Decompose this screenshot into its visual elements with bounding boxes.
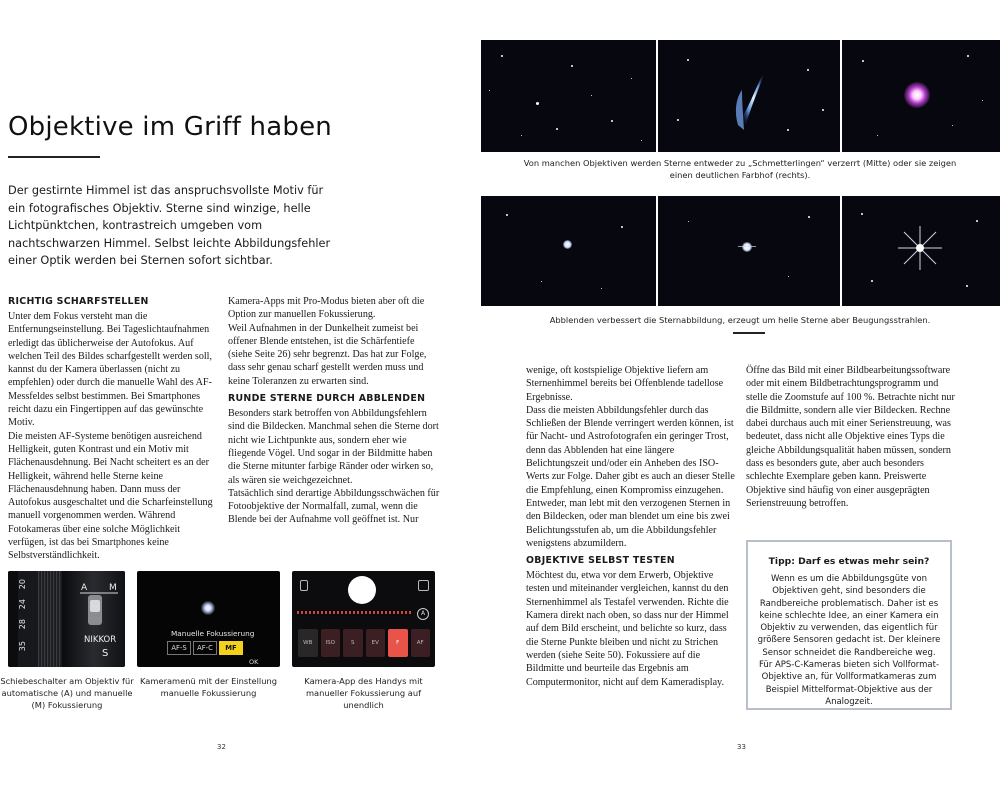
paragraph: Besonders stark betroffen von Abbildungsfehlern sind die Bildecken. Manchmal sehen die Sterne dort nicht wie Lichtpunkte aus, sondern eher wie fliegende Vögel. Und sogar in der Bildmitte haben die Sterne mitunter farbige Ränder oder wirken so, als wären sie weichgezeichnet. xyxy=(228,408,439,486)
title-underline xyxy=(8,156,100,158)
menu-option-afc[interactable]: AF-C xyxy=(193,641,217,655)
paragraph: Weil Aufnahmen in der Dunkelheit zumeist bei offener Blende entstehen, ist die Schärfentiefe (siehe Seite 26) sehr begrenzt. Das hat zur Folge, dass sehr genau scharf gestellt werden muss und keine Toleranzen zu erwarten sind. xyxy=(228,322,427,387)
intro-paragraph: Der gestirnte Himmel ist das anspruchsvollste Motiv für ein fotografisches Objektiv. Sterne sind winzige, helle Lichtpünktchen, kontrastreich umgeben vom nachtschwarzen Himmel. Selbst leichte Abbildungsfehler einer Optik werden bei Sternen sofort sichtbar. xyxy=(8,184,331,267)
caption-star-distortion: Von manchen Objektiven werden Sterne entweder zu „Schmetterlingen“ verzerrt (Mitte) oder sie zeigen einen deutlichen Farbhof (rechts). xyxy=(523,158,957,180)
column-1 xyxy=(8,295,216,563)
star-photo-diffraction-spikes xyxy=(842,196,1000,306)
lens-scale-mark: 35 xyxy=(18,641,27,652)
lens-scale-mark: 24 xyxy=(18,599,27,610)
shutter-button[interactable] xyxy=(348,576,376,604)
star-photo-stopped-down-2 xyxy=(658,196,840,306)
page-number-right: 33 xyxy=(737,743,746,751)
tip-text: Wenn es um die Abbildungsgüte von Objektiven geht, sind besonders die Randbereiche problematisch. Daher ist es keine schlechte Idee, an einer Kamera ein Objektiv zu verwenden, das eigentlich für größere Sensoren gedacht ist. Der kleinere Sensor schneidet die Randbereiche weg. Für APS-C-Kameras bieten sich Vollformat-Objektive an, für Vollformatkameras zum Beispiel Mittelformat-Objektive aus der Analogzeit. xyxy=(757,574,941,707)
paragraph: wenige, oft kostspielige Objektive liefern am Sternenhimmel bereits bei Offenblende tadellose Ergebnisse. xyxy=(526,365,724,403)
paragraph: Möchtest du, etwa vor dem Erwerb, Objektive testen und miteinander vergleichen, kannst du den Sternenhimmel als Testafel verwenden. Richte die Kamera direkt nach oben, so dass nur der Himmel auf dem Bild erscheint, und belichte so kurz, dass die Sterne Punkte bleiben und nicht zu Strichen werden (siehe Seite 50). Fokussiere auf die Bildmitte und beurteile das Ergebnis am Computermonitor, nicht auf dem Kameradisplay. xyxy=(526,570,729,688)
paragraph: Öffne das Bild mit einer Bildbearbeitungssoftware oder mit einem Bildbetrachtungsprogramm und stelle die Zoomstufe auf 100 %. Betrachte nicht nur die Bildmitte, sondern alle vier Bildecken. Rechne dabei durchaus auch mit einer Serienstreuung, was bedeutet, dass nicht alle Objektive eines Typs die gleiche Abbildungsqualität haben müssen, sondern dass es besonders gute, aber auch besonders schlechte Exemplare geben kann. Preiswerte Objektive sind häufig von einer ausgeprägten Serienstreuung betroffen. xyxy=(746,365,955,509)
section-heading-abblenden: RUNDE STERNE DURCH ABBLENDEN xyxy=(228,393,426,405)
star-photo-sharp xyxy=(481,40,656,152)
paragraph: Dass die meisten Abbildungsfehler durch das Schließen der Blende verringert werden können, ist für Nacht- und Astrofotografen ein geringer Trost, denn das Abblenden hat eine längere Belichtungszeit und/oder ein Anheben des ISO-Werts zur Folge. Daher gibt es auch an dieser Stelle die Empfehlung, einen Kompromiss einzugehen. Entweder, man lebt mit den verzogenen Sternen in den Bildecken, oder man blendet um eine bis zwei Belichtungsstufen ab, um die Abbildungsfehler wenigstens abzumildern. xyxy=(526,404,735,549)
ok-label: OK xyxy=(249,658,259,666)
star-photo-stopped-down-1 xyxy=(481,196,656,306)
app-control-row xyxy=(298,629,430,657)
star-photo-color-halo xyxy=(842,40,1000,152)
page-number-left: 32 xyxy=(217,743,226,751)
bright-star xyxy=(563,240,572,249)
bright-star xyxy=(742,242,752,252)
auto-badge[interactable]: A xyxy=(417,608,429,620)
paragraph: Kamera-Apps mit Pro-Modus bieten aber oft die Option zur manuellen Fokussierung. xyxy=(228,296,425,321)
app-control-ev[interactable]: EV xyxy=(366,629,386,657)
color-halo-star xyxy=(904,82,930,108)
app-control-iso[interactable]: ISO xyxy=(321,629,341,657)
app-control-af[interactable]: AF xyxy=(411,629,431,657)
star-glow xyxy=(201,601,215,615)
diffraction-star xyxy=(842,196,1000,306)
section-heading-scharfstellen: RICHTIG SCHARFSTELLEN xyxy=(8,296,149,307)
focus-slider[interactable] xyxy=(297,611,413,614)
lens-brand: NIKKOR xyxy=(84,635,117,645)
lock-icon[interactable] xyxy=(300,580,308,591)
paragraph: Die meisten AF-Systeme benötigen ausreichend Helligkeit, guten Kontrast und ein Motiv mit Flächenausdehnung. Bei Nacht scheitert es an der Helligkeit, während helle Sterne keine Flächenausdehnung haben. Dann muss der Autofokus ausgeschaltet und die Scharfeinstellung manuell vorgenommen werden. Während Fotokameras über eine solche Möglichkeit verfügen, ist das bei Smartphones keine Selbstverständlichkeit. xyxy=(8,430,213,562)
paragraph: Unter dem Fokus versteht man die Entfernungseinstellung. Bei Tageslichtaufnahmen erledigt das üblicherweise der Autofokus. Auf welchen Teil des Bildes scharfgestellt werden soll, kannst du der Kamera überlassen (nicht zu empfehlen) oder durch die manuelle Wahl des AF-Messfeldes selbst bestimmen. Bei Smartphones reicht dazu ein Fingertippen auf das gewünschte Motiv. xyxy=(8,311,213,429)
app-control-focus-active[interactable]: F xyxy=(388,629,408,657)
menu-label: Manuelle Fokussierung xyxy=(171,629,255,638)
tip-title: Tipp: Darf es etwas mehr sein? xyxy=(768,556,930,567)
lens-scale-mark: 28 xyxy=(18,619,27,630)
app-control-wb[interactable]: WB xyxy=(298,629,318,657)
camera-menu-image xyxy=(137,571,280,667)
app-control-shutter[interactable]: S xyxy=(343,629,363,657)
switch-label-m: M xyxy=(109,583,117,593)
column-4 xyxy=(746,364,956,510)
caption-stopping-down: Abblenden verbessert die Sternabbildung, erzeugt um helle Sterne aber Beugungsstrahlen. xyxy=(549,315,931,325)
caption-rule xyxy=(733,332,765,334)
menu-option-mf-selected[interactable]: MF xyxy=(219,641,243,655)
caption-menu: Kameramenü mit der Einstellung manuelle Fokussierung xyxy=(140,676,277,698)
gallery-icon[interactable] xyxy=(418,580,429,591)
butterfly-star xyxy=(658,40,840,152)
star-photo-butterfly xyxy=(658,40,840,152)
caption-lens: Schiebeschalter am Objektiv für automatische (A) und manuelle (M) Fokussierung xyxy=(0,676,134,710)
column-3 xyxy=(526,364,737,689)
section-heading-testen: OBJEKTIVE SELBST TESTEN xyxy=(526,555,675,567)
lens-scale-mark: 20 xyxy=(18,579,27,590)
column-2 xyxy=(228,295,440,527)
page-title: Objektive im Griff haben xyxy=(8,112,332,142)
switch-label-a: A xyxy=(81,583,88,593)
caption-app: Kamera-App des Handys mit manueller Fokussierung auf unendlich xyxy=(304,676,423,710)
lens-focus-switch-image xyxy=(8,571,125,667)
menu-option-afs[interactable]: AF-S xyxy=(167,641,191,655)
phone-app-image xyxy=(292,571,435,667)
lens-brand-sub: S xyxy=(102,648,109,659)
tip-box xyxy=(746,540,952,710)
paragraph: Tatsächlich sind derartige Abbildungsschwächen für Fotoobjektive der Normalfall, zumal, wenn die Blende bei der Aufnahme voll geöffnet ist. Nur xyxy=(228,487,440,526)
